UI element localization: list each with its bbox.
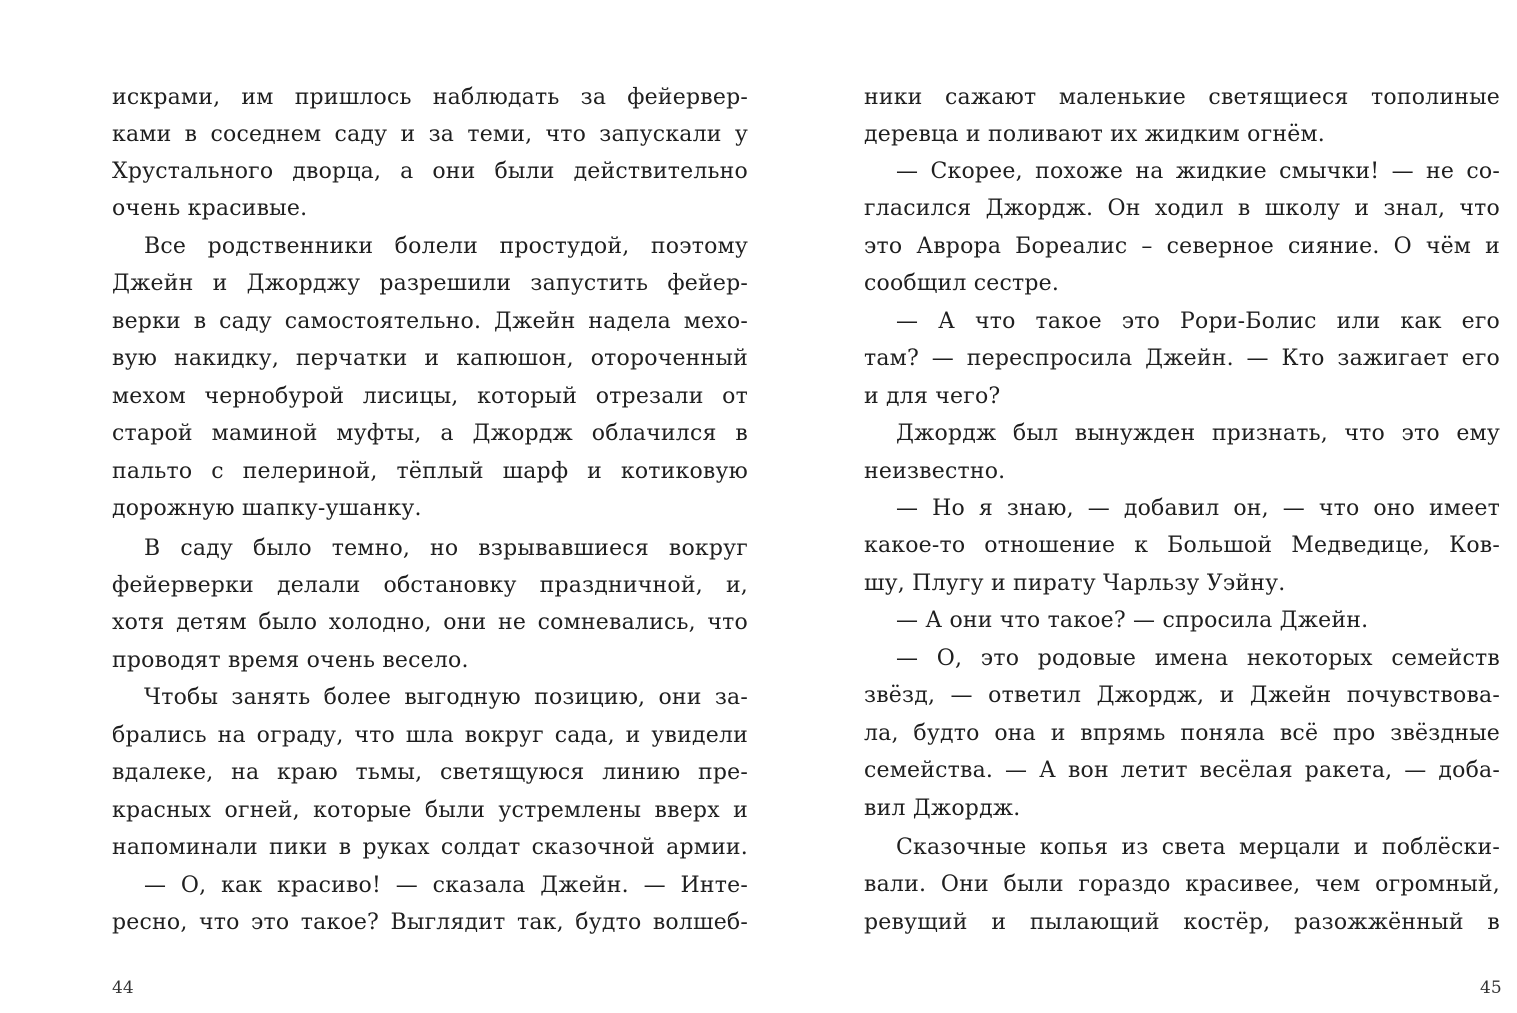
text-line: хотя детям было холодно, они не сомневались, что	[112, 610, 748, 635]
text-line: вали. Они были гораздо красивее, чем огромный,	[864, 872, 1500, 897]
text-line: — О, как красиво! — сказала Джейн. — Инте-	[144, 873, 748, 898]
text-line: вую накидку, перчатки и капюшон, отороченный	[112, 346, 748, 371]
text-line: какое-то отношение к Большой Медведице, Ков-	[864, 533, 1500, 558]
text-line: ла, будто она и впрямь поняла всё про звёздные	[864, 721, 1500, 746]
text-line: семейства. — А вон летит весёлая ракета, — доба-	[864, 758, 1500, 783]
text-line: дорожную шапку-ушанку.	[112, 496, 422, 521]
text-line: фейерверки делали обстановку праздничной, и,	[112, 573, 748, 598]
text-line: это Аврора Бореалис – северное сияние. О чём и	[864, 234, 1500, 259]
text-line: деревца и поливают их жидким огнём.	[864, 122, 1325, 147]
text-line: красных огней, которые были устремлены вверх и	[112, 798, 748, 823]
text-line: ники сажают маленькие светящиеся тополиные	[864, 85, 1500, 110]
text-line: — Скорее, похоже на жидкие смычки! — не со-	[896, 159, 1500, 184]
text-line: — А что такое это Рори-Болис или как его	[896, 309, 1500, 334]
page-number: 45	[1480, 978, 1502, 998]
text-line: вдалеке, на краю тьмы, светящуюся линию пре-	[112, 760, 748, 785]
text-line: брались на ограду, что шла вокруг сада, и увидели	[112, 723, 748, 748]
text-line: Все родственники болели простудой, поэтому	[144, 234, 748, 259]
text-line: мехом чернобурой лисицы, который отрезали от	[112, 384, 748, 409]
text-line: Джейн и Джорджу разрешили запустить фейер-	[112, 271, 748, 296]
page-number: 44	[112, 978, 134, 998]
text-line: — Но я знаю, — добавил он, — что оно имеет	[896, 496, 1500, 521]
text-line: Сказочные копья из света мерцали и поблёски-	[896, 835, 1500, 860]
text-line: — А они что такое? — спросила Джейн.	[896, 608, 1369, 633]
text-line: ками в соседнем саду и за теми, что запускали у	[112, 122, 748, 147]
text-line: Хрустального дворца, а они были действительно	[112, 159, 748, 184]
text-line: ресно, что это такое? Выглядит так, будто волшеб-	[112, 910, 748, 935]
text-line: шу, Плугу и пирату Чарльзу Уэйну.	[864, 571, 1286, 596]
right-page	[758, 0, 1517, 1013]
text-line: — О, это родовые имена некоторых семейств	[896, 646, 1500, 671]
text-line: старой маминой муфты, а Джордж облачился в	[112, 421, 748, 446]
text-line: Джордж был вынужден признать, что это ему	[896, 421, 1500, 446]
text-line: напоминали пики в руках солдат сказочной армии.	[112, 835, 748, 860]
text-line: В саду было темно, но взрывавшиеся вокруг	[144, 536, 748, 561]
text-line: проводят время очень весело.	[112, 648, 469, 673]
text-line: верки в саду самостоятельно. Джейн надела мехо-	[112, 309, 748, 334]
text-line: вил Джордж.	[864, 796, 1021, 821]
text-line: там? — переспросила Джейн. — Кто зажигает его	[864, 346, 1500, 371]
text-line: очень красивые.	[112, 196, 308, 221]
left-page	[0, 0, 758, 1013]
text-line: Чтобы занять более выгодную позицию, они за-	[144, 685, 748, 710]
text-line: искрами, им пришлось наблюдать за фейервер-	[112, 85, 748, 110]
text-line: и для чего?	[864, 384, 1001, 409]
text-line: гласился Джордж. Он ходил в школу и знал, что	[864, 196, 1500, 221]
text-line: сообщил сестре.	[864, 271, 1060, 296]
text-line: звёзд, — ответил Джордж, и Джейн почувствова-	[864, 683, 1500, 708]
text-line: пальто с пелериной, тёплый шарф и котиковую	[112, 459, 748, 484]
text-line: ревущий и пылающий костёр, разожжённый в	[864, 910, 1500, 935]
text-line: неизвестно.	[864, 459, 1006, 484]
